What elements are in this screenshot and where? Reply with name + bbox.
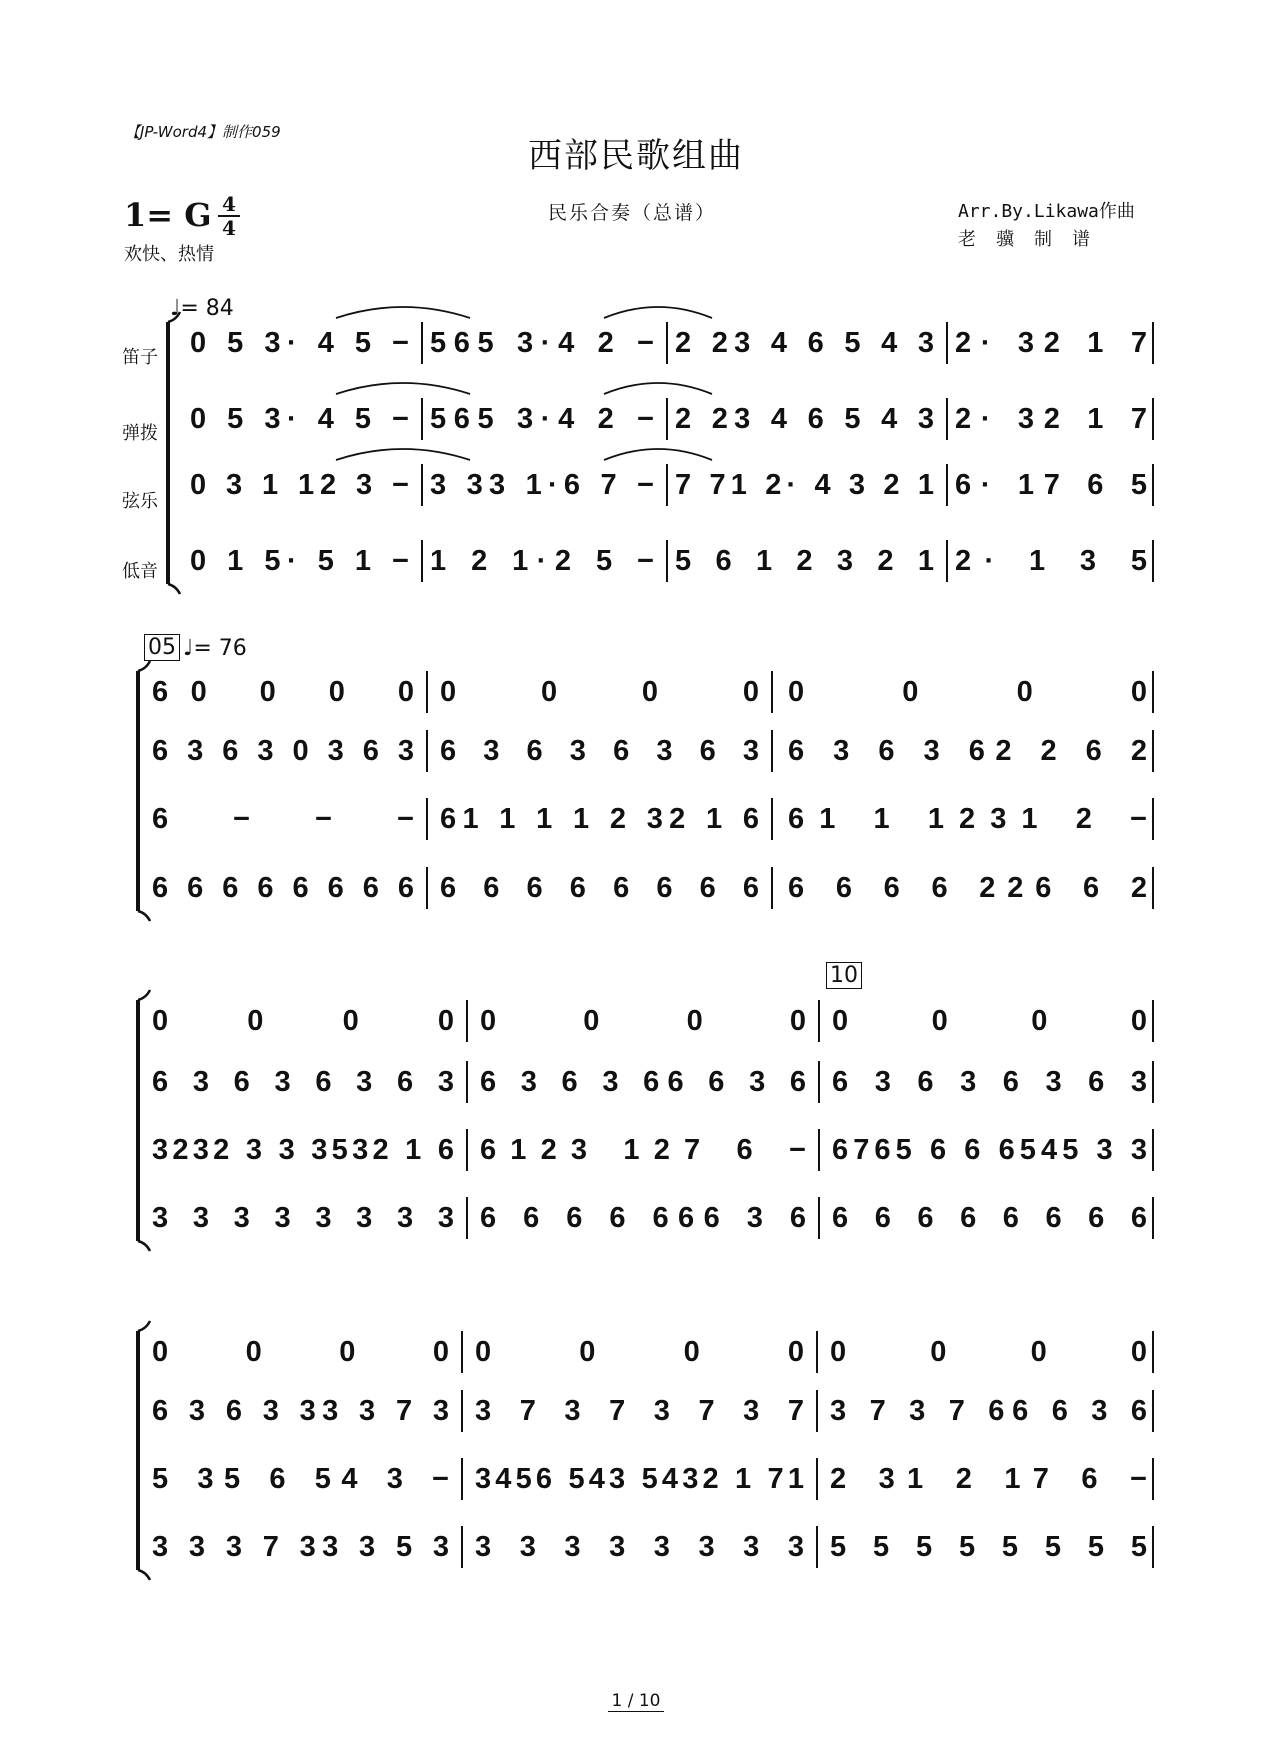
jianpu-measure: 2 31 2 17 6 − <box>830 1463 1147 1495</box>
jianpu-measure: 6 3 6 3 6 3 6 3 <box>832 1066 1147 1098</box>
instrument-label-xianyue: 弦乐 <box>122 491 158 512</box>
jianpu-measure: 3232 3 3 3532 1 6 <box>152 1134 454 1166</box>
jianpu-measure: 5 35 6 54 3 − <box>152 1463 449 1495</box>
jianpu-measure: 61 1 1231 2 − <box>788 803 1147 835</box>
slur <box>604 449 712 460</box>
jianpu-measure: 2· 32 1 7 <box>955 327 1147 359</box>
jianpu-measure: 3 7 3 7 3 7 3 7 <box>475 1395 804 1427</box>
instrument-label-dizi: 笛子 <box>122 347 158 368</box>
jianpu-measure: 1 2 1·2 5 − <box>430 545 654 577</box>
page-number <box>0 1691 1272 1711</box>
slur <box>336 307 470 318</box>
jianpu-measure: 6 3 6 3 66 6 3 6 <box>480 1066 806 1098</box>
rehearsal-mark-10: 10 <box>826 962 862 989</box>
slur <box>604 383 712 394</box>
jianpu-measure: 7 71 2· 4 3 2 1 <box>675 469 934 501</box>
subtitle: 民乐合奏（总谱） <box>548 202 717 224</box>
jianpu-measure: 6 3 6 3 0 3 6 3 <box>152 735 414 767</box>
jianpu-measure: 3 7 3 7 66 6 3 6 <box>830 1395 1147 1427</box>
system-bracket-hook-bottom <box>138 1570 150 1580</box>
jianpu-measure: 6 6 6 6 226 6 2 <box>788 872 1147 904</box>
jianpu-measure: 6 6 6 6 6 6 6 6 <box>440 872 759 904</box>
system-bracket-hook-bottom <box>138 911 150 921</box>
jianpu-measure: 0 5 3· 4 5 − <box>190 403 409 435</box>
jianpu-measure: 0 5 3· 4 5 − <box>190 327 409 359</box>
system-bracket-hook-bottom <box>138 1241 150 1251</box>
arranger-credit: Arr.By.Likawa作曲 <box>958 201 1135 222</box>
jianpu-measure: 0 3 1 12 3 − <box>190 469 409 501</box>
jianpu-measure: 6123 127 6 − <box>480 1134 806 1166</box>
score-title: 西部民歌组曲 <box>528 136 744 176</box>
slur <box>336 383 470 394</box>
jianpu-measure: 2 23 4 6 5 4 3 <box>675 327 934 359</box>
system-bracket-hook-bottom <box>168 584 180 594</box>
jianpu-measure: 5 6 1 2 3 2 1 <box>675 545 934 577</box>
jianpu-measure: 5 5 5 5 5 5 5 5 <box>830 1531 1147 1563</box>
jianpu-measure: 0 0 0 0 <box>480 1005 806 1037</box>
jianpu-measure: 0 1 5· 5 1 − <box>190 545 409 577</box>
page-number-text: 1 / 10 <box>608 1691 665 1712</box>
jianpu-measure: 6 6 6 6 666 3 6 <box>480 1202 806 1234</box>
system-bracket-hook-top <box>138 661 150 671</box>
jianpu-measure: 2 23 4 6 5 4 3 <box>675 403 934 435</box>
jianpu-measure: 6765 6 6 6545 3 3 <box>832 1134 1147 1166</box>
jianpu-measure: 0 0 0 0 <box>830 1336 1147 1368</box>
jianpu-measure: 6 3 6 3 6 3 6 3 <box>152 1066 454 1098</box>
jianpu-measure: 3 3 3 3 3 3 3 3 <box>152 1202 454 1234</box>
jianpu-measure: 2· 1 3 5 <box>955 545 1147 577</box>
jianpu-measure: 61 1 1 1 2 32 1 6 <box>440 803 759 835</box>
jianpu-measure: 6 6 6 6 6 6 6 6 <box>832 1202 1147 1234</box>
instrument-label-diyin: 低音 <box>122 561 158 582</box>
jianpu-measure: 3 33 1·6 7 − <box>430 469 654 501</box>
jianpu-measure: 0 0 0 0 <box>440 676 759 708</box>
jianpu-measure: 3456 543 5432 1 71 <box>475 1463 804 1495</box>
jianpu-measure: 2· 32 1 7 <box>955 403 1147 435</box>
jianpu-measure: 6 6 6 6 6 6 6 6 <box>152 872 414 904</box>
jianpu-measure: 6 − − − <box>152 803 414 835</box>
jianpu-measure: 6 3 6 3 62 2 6 2 <box>788 735 1147 767</box>
jianpu-measure: 3 3 3 3 3 3 3 3 <box>475 1531 804 1563</box>
time-bottom: 4 <box>222 216 236 240</box>
slur <box>604 307 712 318</box>
jianpu-measure: 0 0 0 0 <box>832 1005 1147 1037</box>
rehearsal-mark-05: 05 <box>144 634 180 661</box>
instrument-label-tanbo: 弹拨 <box>122 423 158 444</box>
jianpu-measure: 6 3 6 3 6 3 6 3 <box>440 735 759 767</box>
jianpu-measure: 60 0 0 0 <box>152 676 414 708</box>
watermark: 【JP-Word4】制作059 <box>125 123 281 141</box>
slur <box>336 449 470 460</box>
jianpu-measure: 565 3·4 2 − <box>430 327 654 359</box>
tempo-marking-2: ♩= 76 <box>183 636 247 661</box>
jianpu-measure: 0 0 0 0 <box>788 676 1147 708</box>
system-bracket-hook-top <box>138 990 150 1000</box>
jianpu-measure: 565 3·4 2 − <box>430 403 654 435</box>
key-signature: 1= G <box>124 196 212 234</box>
jianpu-measure: 0 0 0 0 <box>475 1336 804 1368</box>
tempo-marking-1: ♩= 84 <box>170 296 234 321</box>
expression-marking: 欢快、热情 <box>124 244 214 265</box>
jianpu-measure: 3 3 3 7 33 3 5 3 <box>152 1531 449 1563</box>
system-bracket-hook-top <box>138 1321 150 1331</box>
maker-credit: 老骥制谱 <box>958 229 1110 250</box>
time-top: 4 <box>222 192 236 216</box>
jianpu-measure: 6· 17 6 5 <box>955 469 1147 501</box>
jianpu-measure: 6 3 6 3 33 3 7 3 <box>152 1395 449 1427</box>
system-bracket-hook-top <box>168 312 180 322</box>
jianpu-measure: 0 0 0 0 <box>152 1005 454 1037</box>
jianpu-measure: 0 0 0 0 <box>152 1336 449 1368</box>
